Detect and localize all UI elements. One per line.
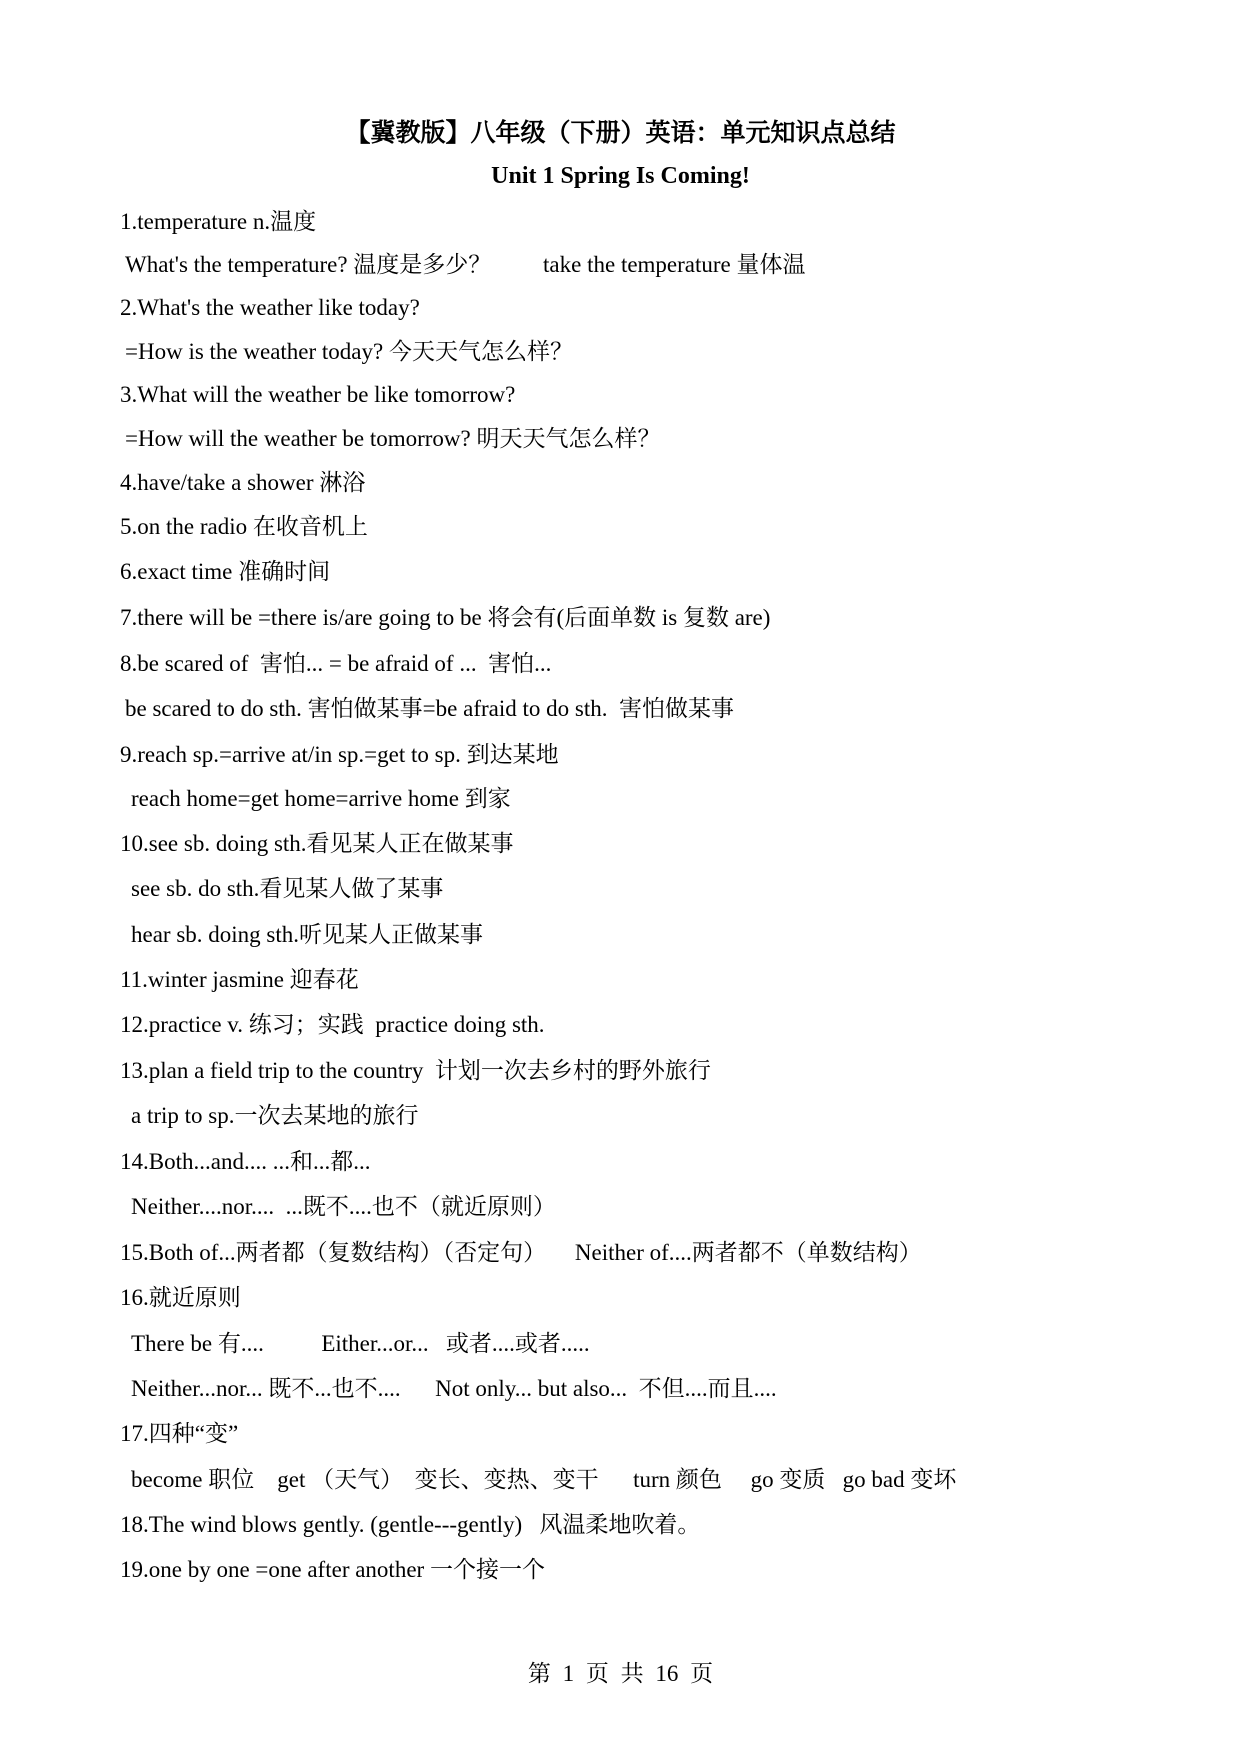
note-line: reach home=get home=arrive home 到家 [131, 786, 511, 811]
note-line: 13.plan a field trip to the country 计划一次去乡村的野外旅行 [120, 1058, 711, 1083]
note-line: become 职位 get （天气） 变长、变热、变干 turn 颜色 go 变质 go bad 变坏 [131, 1467, 957, 1492]
note-line: 12.practice v. 练习；实践 practice doing sth. [120, 1012, 545, 1037]
unit-heading: Unit 1 Spring Is Coming! [491, 163, 750, 189]
note-line: 3.What will the weather be like tomorrow? [120, 382, 516, 407]
note-line: a trip to sp.一次去某地的旅行 [131, 1103, 419, 1128]
note-line: 17.四种“变” [120, 1421, 239, 1446]
note-line: be scared to do sth. 害怕做某事=be afraid to do sth. 害怕做某事 [125, 696, 734, 721]
note-line: see sb. do sth.看见某人做了某事 [131, 876, 444, 901]
note-line: 19.one by one =one after another 一个接一个 [120, 1557, 545, 1582]
note-line: There be 有.... Either...or... 或者....或者..... [131, 1331, 590, 1356]
note-line: 8.be scared of 害怕... = be afraid of ... 害怕... [120, 651, 552, 676]
note-line: 11.winter jasmine 迎春花 [120, 967, 359, 992]
note-line: 6.exact time 准确时间 [120, 559, 331, 584]
page-number-footer: 第 1 页 共 16 页 [527, 1661, 714, 1686]
note-line: Neither...nor... 既不...也不.... Not only... but also... 不但....而且.... [131, 1376, 777, 1401]
note-line: 15.Both of...两者都（复数结构）（否定句） Neither of....两者都不（单数结构） [120, 1240, 922, 1265]
note-line: =How will the weather be tomorrow? 明天天气怎么样？ [125, 426, 661, 451]
note-line: 16.就近原则 [120, 1285, 241, 1310]
note-line: What's the temperature? 温度是多少？ take the temperature 量体温 [125, 252, 806, 277]
note-line: hear sb. doing sth.听见某人正做某事 [131, 922, 484, 947]
note-line: 9.reach sp.=arrive at/in sp.=get to sp. 到达某地 [120, 742, 559, 767]
note-line: 4.have/take a shower 淋浴 [120, 470, 366, 495]
note-line: 1.temperature n.温度 [120, 209, 317, 234]
note-line: 7.there will be =there is/are going to be 将会有(后面单数 is 复数 are) [120, 605, 771, 630]
note-line: 14.Both...and.... ...和...都... [120, 1149, 371, 1174]
note-line: 18.The wind blows gently. (gentle---gently) 风温柔地吹着。 [120, 1512, 701, 1537]
note-line: =How is the weather today? 今天天气怎么样？ [125, 339, 573, 364]
note-line: 10.see sb. doing sth.看见某人正在做某事 [120, 831, 514, 856]
document-title: 【冀教版】八年级（下册）英语：单元知识点总结 [345, 118, 896, 147]
note-line: Neither....nor.... ...既不....也不（就近原则） [131, 1194, 556, 1219]
note-line: 5.on the radio 在收音机上 [120, 514, 368, 539]
note-line: 2.What's the weather like today? [120, 295, 420, 320]
